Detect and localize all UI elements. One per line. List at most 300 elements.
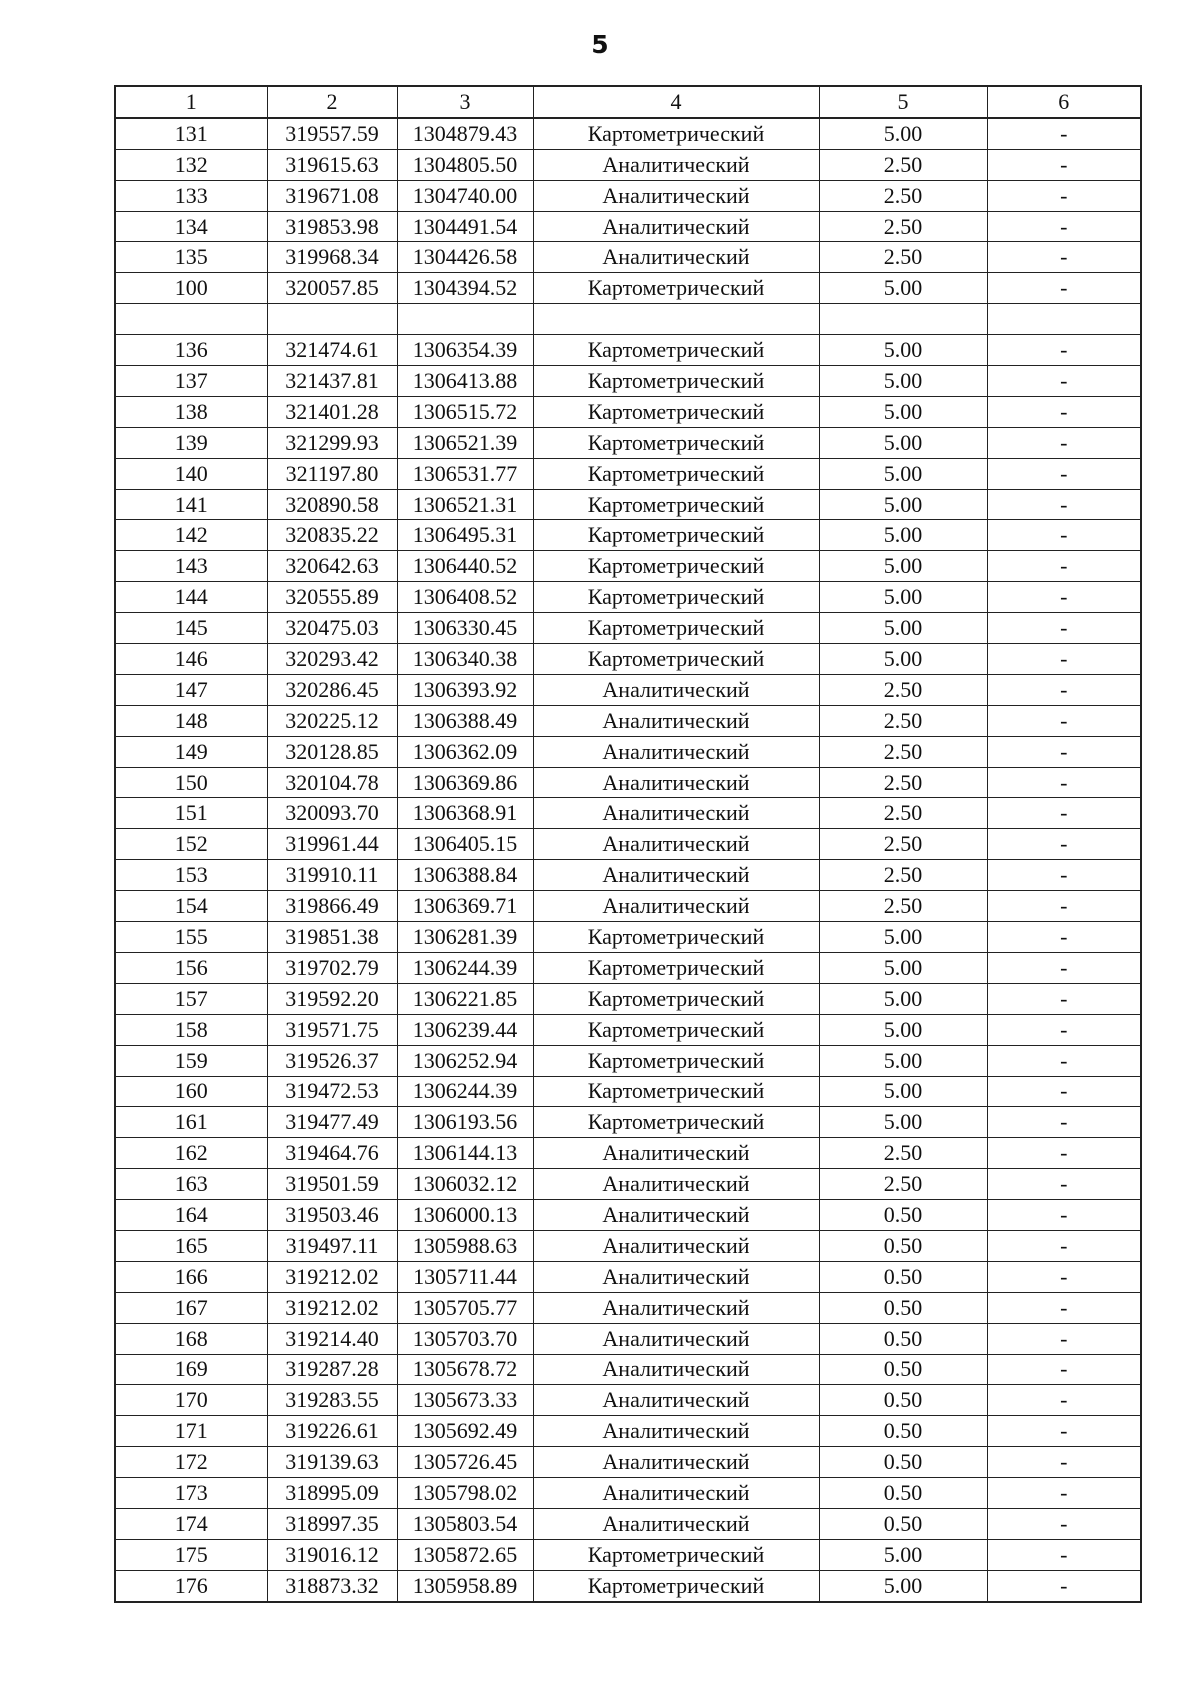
table-cell: 1306515.72 <box>397 396 533 427</box>
table-row <box>115 1169 1141 1200</box>
table-cell: 173 <box>115 1478 267 1509</box>
table-row <box>115 952 1141 983</box>
table-cell: 171 <box>115 1416 267 1447</box>
table-row <box>115 1138 1141 1169</box>
table-cell: 1306521.39 <box>397 427 533 458</box>
table-cell: 2.50 <box>819 829 987 860</box>
table-cell: 319501.59 <box>267 1169 397 1200</box>
table-cell: 142 <box>115 520 267 551</box>
table-cell: 2.50 <box>819 211 987 242</box>
table-cell: 1305692.49 <box>397 1416 533 1447</box>
table-cell: 0.50 <box>819 1478 987 1509</box>
table-cell: 1306521.31 <box>397 489 533 520</box>
table-cell: 0.50 <box>819 1385 987 1416</box>
table-cell: 0.50 <box>819 1416 987 1447</box>
table-cell: 145 <box>115 613 267 644</box>
table-row <box>115 891 1141 922</box>
table-cell: 140 <box>115 458 267 489</box>
table-cell: - <box>987 1076 1141 1107</box>
table-cell: - <box>987 1138 1141 1169</box>
table-cell: 1306388.84 <box>397 860 533 891</box>
table-cell: Аналитический <box>533 798 819 829</box>
table-cell: Картометрический <box>533 273 819 304</box>
table-cell: 133 <box>115 180 267 211</box>
table-cell: Картометрический <box>533 952 819 983</box>
table-cell: 1305703.70 <box>397 1323 533 1354</box>
table-row <box>115 582 1141 613</box>
table-cell: 320104.78 <box>267 767 397 798</box>
table-cell: 320293.42 <box>267 644 397 675</box>
table-cell: Картометрический <box>533 366 819 397</box>
table-cell <box>533 304 819 335</box>
table-cell: 1305798.02 <box>397 1478 533 1509</box>
table-cell: Аналитический <box>533 674 819 705</box>
table-cell: 166 <box>115 1261 267 1292</box>
table-cell <box>819 304 987 335</box>
table-cell: - <box>987 1169 1141 1200</box>
table-cell: Картометрический <box>533 1045 819 1076</box>
coordinates-table <box>114 85 1142 1603</box>
table-cell: 318997.35 <box>267 1508 397 1539</box>
table-cell: - <box>987 335 1141 366</box>
table-cell: 5.00 <box>819 427 987 458</box>
table-cell: 148 <box>115 705 267 736</box>
table-cell: Картометрический <box>533 427 819 458</box>
table-cell: - <box>987 922 1141 953</box>
table-cell: 157 <box>115 983 267 1014</box>
table-row <box>115 674 1141 705</box>
table-row <box>115 613 1141 644</box>
table-cell: - <box>987 118 1141 149</box>
table-cell: - <box>987 582 1141 613</box>
table-row <box>115 1323 1141 1354</box>
table-row <box>115 1385 1141 1416</box>
table-row <box>115 118 1141 149</box>
table-cell: Аналитический <box>533 891 819 922</box>
table-cell: 2.50 <box>819 674 987 705</box>
table-row <box>115 551 1141 582</box>
table-cell: 319961.44 <box>267 829 397 860</box>
table-cell: - <box>987 396 1141 427</box>
table-cell: Аналитический <box>533 860 819 891</box>
table-cell: 1306413.88 <box>397 366 533 397</box>
table-cell: - <box>987 242 1141 273</box>
table-cell: - <box>987 1323 1141 1354</box>
table-cell: Аналитический <box>533 211 819 242</box>
table-cell: 152 <box>115 829 267 860</box>
table-cell: - <box>987 489 1141 520</box>
table-cell: - <box>987 829 1141 860</box>
table-cell: - <box>987 1230 1141 1261</box>
table-cell: 1306369.86 <box>397 767 533 798</box>
table-cell: 5.00 <box>819 273 987 304</box>
table-cell: 1304805.50 <box>397 149 533 180</box>
table-cell: 319851.38 <box>267 922 397 953</box>
table-cell: - <box>987 1292 1141 1323</box>
table-cell: 147 <box>115 674 267 705</box>
table-cell: 170 <box>115 1385 267 1416</box>
table-cell: - <box>987 458 1141 489</box>
table-cell: 0.50 <box>819 1447 987 1478</box>
table-row <box>115 1292 1141 1323</box>
table-cell: 320093.70 <box>267 798 397 829</box>
table-row <box>115 798 1141 829</box>
table-cell: 0.50 <box>819 1230 987 1261</box>
table-cell: 2.50 <box>819 705 987 736</box>
table-row <box>115 860 1141 891</box>
table-cell: Аналитический <box>533 736 819 767</box>
table-cell: Аналитический <box>533 1200 819 1231</box>
table-row <box>115 1200 1141 1231</box>
table-cell: Аналитический <box>533 1416 819 1447</box>
table-cell: 156 <box>115 952 267 983</box>
table-cell: 153 <box>115 860 267 891</box>
table-cell: - <box>987 1200 1141 1231</box>
table-cell: Аналитический <box>533 829 819 860</box>
table-cell: 155 <box>115 922 267 953</box>
table-cell: 136 <box>115 335 267 366</box>
table-cell: 321437.81 <box>267 366 397 397</box>
table-row <box>115 644 1141 675</box>
table-cell: 1305988.63 <box>397 1230 533 1261</box>
column-header: 6 <box>987 86 1141 118</box>
table-cell: 1306000.13 <box>397 1200 533 1231</box>
table-cell: Аналитический <box>533 1508 819 1539</box>
table-cell: 0.50 <box>819 1200 987 1231</box>
table-cell: 2.50 <box>819 242 987 273</box>
table-row <box>115 1478 1141 1509</box>
table-cell: Аналитический <box>533 149 819 180</box>
table-cell: 1306340.38 <box>397 644 533 675</box>
table-cell: 5.00 <box>819 922 987 953</box>
table-cell: Картометрический <box>533 1570 819 1601</box>
table-cell: 1306405.15 <box>397 829 533 860</box>
table-cell: Аналитический <box>533 1292 819 1323</box>
table-cell: 321401.28 <box>267 396 397 427</box>
column-header: 2 <box>267 86 397 118</box>
table-cell: Картометрический <box>533 582 819 613</box>
table-row <box>115 705 1141 736</box>
table-cell: Картометрический <box>533 335 819 366</box>
table-cell: 150 <box>115 767 267 798</box>
table-row <box>115 829 1141 860</box>
table-row <box>115 1508 1141 1539</box>
table-cell: 151 <box>115 798 267 829</box>
table-cell: 163 <box>115 1169 267 1200</box>
table-cell: 138 <box>115 396 267 427</box>
table-row <box>115 983 1141 1014</box>
table-cell: 1304426.58 <box>397 242 533 273</box>
table-cell: 161 <box>115 1107 267 1138</box>
table-cell: 1306495.31 <box>397 520 533 551</box>
table-cell: 141 <box>115 489 267 520</box>
table-cell: 132 <box>115 149 267 180</box>
table-cell: 1306144.13 <box>397 1138 533 1169</box>
table-cell: 1305872.65 <box>397 1539 533 1570</box>
table-cell: 135 <box>115 242 267 273</box>
table-cell: 1306531.77 <box>397 458 533 489</box>
table-row <box>115 1014 1141 1045</box>
table-cell: 319283.55 <box>267 1385 397 1416</box>
table-cell: - <box>987 860 1141 891</box>
table-cell: 1306239.44 <box>397 1014 533 1045</box>
table-cell: 1306388.49 <box>397 705 533 736</box>
table-row <box>115 396 1141 427</box>
table-row <box>115 1447 1141 1478</box>
table-cell: 5.00 <box>819 335 987 366</box>
table-cell: 159 <box>115 1045 267 1076</box>
table-row <box>115 520 1141 551</box>
table-cell: 319497.11 <box>267 1230 397 1261</box>
table-cell: Картометрический <box>533 644 819 675</box>
table-cell: - <box>987 891 1141 922</box>
page-number: 5 <box>591 30 609 59</box>
table-cell: 2.50 <box>819 798 987 829</box>
table-cell: 137 <box>115 366 267 397</box>
table-cell: 146 <box>115 644 267 675</box>
table-cell: 321197.80 <box>267 458 397 489</box>
table-cell: - <box>987 1045 1141 1076</box>
table-cell: Картометрический <box>533 922 819 953</box>
table-cell: Картометрический <box>533 489 819 520</box>
table-row <box>115 1045 1141 1076</box>
table-cell: Аналитический <box>533 1385 819 1416</box>
table-cell: 134 <box>115 211 267 242</box>
table-cell: 5.00 <box>819 118 987 149</box>
table-cell: 1306369.71 <box>397 891 533 922</box>
table-cell: - <box>987 1447 1141 1478</box>
table-cell: 1305678.72 <box>397 1354 533 1385</box>
table-cell: 319212.02 <box>267 1261 397 1292</box>
table-cell: Картометрический <box>533 1076 819 1107</box>
table-row <box>115 1107 1141 1138</box>
table-cell: 319592.20 <box>267 983 397 1014</box>
column-header: 1 <box>115 86 267 118</box>
table-cell: 5.00 <box>819 551 987 582</box>
table-cell: 131 <box>115 118 267 149</box>
table-cell: 5.00 <box>819 1570 987 1601</box>
table-cell: 319866.49 <box>267 891 397 922</box>
table-cell: Аналитический <box>533 1230 819 1261</box>
table-cell: Аналитический <box>533 1354 819 1385</box>
table-cell: - <box>987 1478 1141 1509</box>
table-cell: 318873.32 <box>267 1570 397 1601</box>
table-cell: 1306032.12 <box>397 1169 533 1200</box>
table-cell: - <box>987 1570 1141 1601</box>
table-cell: 176 <box>115 1570 267 1601</box>
table-cell: 1306354.39 <box>397 335 533 366</box>
table-cell: 320128.85 <box>267 736 397 767</box>
column-header: 3 <box>397 86 533 118</box>
table-cell: 319503.46 <box>267 1200 397 1231</box>
table-cell: 320555.89 <box>267 582 397 613</box>
table-cell: 160 <box>115 1076 267 1107</box>
table-cell: Аналитический <box>533 705 819 736</box>
table-cell: 1306393.92 <box>397 674 533 705</box>
column-header: 5 <box>819 86 987 118</box>
table-cell: 320475.03 <box>267 613 397 644</box>
table-cell: Картометрический <box>533 1539 819 1570</box>
table-cell: 0.50 <box>819 1508 987 1539</box>
table-cell: - <box>987 366 1141 397</box>
table-cell: - <box>987 1354 1141 1385</box>
table-cell: 319212.02 <box>267 1292 397 1323</box>
table-cell: - <box>987 767 1141 798</box>
table-cell: 1305726.45 <box>397 1447 533 1478</box>
table-cell: 319464.76 <box>267 1138 397 1169</box>
table-row <box>115 366 1141 397</box>
table-cell: 2.50 <box>819 180 987 211</box>
table-cell: 1306244.39 <box>397 952 533 983</box>
table-header-row <box>115 86 1141 118</box>
table-row <box>115 1539 1141 1570</box>
table-cell: - <box>987 1261 1141 1292</box>
table-cell: Картометрический <box>533 520 819 551</box>
table-cell: 1305673.33 <box>397 1385 533 1416</box>
table-cell: - <box>987 551 1141 582</box>
table-cell: 5.00 <box>819 1539 987 1570</box>
table-cell: 1306244.39 <box>397 1076 533 1107</box>
table-cell: 5.00 <box>819 613 987 644</box>
table-cell: Аналитический <box>533 1138 819 1169</box>
table-cell: 319226.61 <box>267 1416 397 1447</box>
table-cell: 5.00 <box>819 582 987 613</box>
table-cell: 1306281.39 <box>397 922 533 953</box>
table-cell: 321474.61 <box>267 335 397 366</box>
table-cell: 318995.09 <box>267 1478 397 1509</box>
table-cell: 320890.58 <box>267 489 397 520</box>
column-header: 4 <box>533 86 819 118</box>
table-cell: 5.00 <box>819 1045 987 1076</box>
table-cell: 2.50 <box>819 891 987 922</box>
table-cell: - <box>987 952 1141 983</box>
table-cell: 2.50 <box>819 736 987 767</box>
table-cell: 1305711.44 <box>397 1261 533 1292</box>
table-cell: 5.00 <box>819 1014 987 1045</box>
table-cell <box>397 304 533 335</box>
table-row <box>115 335 1141 366</box>
table-cell: - <box>987 427 1141 458</box>
table-cell: 1304491.54 <box>397 211 533 242</box>
table-cell: 1306440.52 <box>397 551 533 582</box>
table-cell: Картометрический <box>533 396 819 427</box>
table-cell: 0.50 <box>819 1261 987 1292</box>
table-cell: Аналитический <box>533 242 819 273</box>
table-cell: 319615.63 <box>267 149 397 180</box>
table-cell: 319287.28 <box>267 1354 397 1385</box>
table-cell: 149 <box>115 736 267 767</box>
table-cell: 0.50 <box>819 1354 987 1385</box>
table-cell: 1306408.52 <box>397 582 533 613</box>
table-cell: 5.00 <box>819 1107 987 1138</box>
table-row <box>115 211 1141 242</box>
table-row <box>115 922 1141 953</box>
table-cell: 154 <box>115 891 267 922</box>
table-cell: 5.00 <box>819 458 987 489</box>
table-cell: 320057.85 <box>267 273 397 304</box>
table-cell: 169 <box>115 1354 267 1385</box>
table-cell: 144 <box>115 582 267 613</box>
table-cell: 139 <box>115 427 267 458</box>
table-cell: - <box>987 674 1141 705</box>
table-cell: 172 <box>115 1447 267 1478</box>
table-row <box>115 1416 1141 1447</box>
table-cell: 1304394.52 <box>397 273 533 304</box>
table-cell: 2.50 <box>819 149 987 180</box>
table-cell: 5.00 <box>819 983 987 1014</box>
table-cell: 5.00 <box>819 1076 987 1107</box>
table-cell: 319571.75 <box>267 1014 397 1045</box>
table-cell: 0.50 <box>819 1292 987 1323</box>
table-cell: 2.50 <box>819 767 987 798</box>
table-cell: Аналитический <box>533 1261 819 1292</box>
table-row <box>115 427 1141 458</box>
table-cell: 319477.49 <box>267 1107 397 1138</box>
table-cell: Картометрический <box>533 613 819 644</box>
table-cell: 175 <box>115 1539 267 1570</box>
table-row <box>115 1230 1141 1261</box>
table-cell: Картометрический <box>533 458 819 489</box>
table-cell: 5.00 <box>819 366 987 397</box>
table-cell: 174 <box>115 1508 267 1539</box>
table-cell: 319671.08 <box>267 180 397 211</box>
table-cell: Аналитический <box>533 1478 819 1509</box>
table-cell: 1304879.43 <box>397 118 533 149</box>
table-cell: 1306252.94 <box>397 1045 533 1076</box>
table-cell: 319472.53 <box>267 1076 397 1107</box>
table-cell: 319968.34 <box>267 242 397 273</box>
table-row <box>115 1261 1141 1292</box>
table-cell: 162 <box>115 1138 267 1169</box>
table-cell: 319910.11 <box>267 860 397 891</box>
table-cell: 319016.12 <box>267 1539 397 1570</box>
table-cell: 165 <box>115 1230 267 1261</box>
table-row <box>115 767 1141 798</box>
table-cell: 2.50 <box>819 860 987 891</box>
table-cell: - <box>987 520 1141 551</box>
table-cell: 143 <box>115 551 267 582</box>
table-cell: - <box>987 798 1141 829</box>
table-cell: 320286.45 <box>267 674 397 705</box>
table-cell: 321299.93 <box>267 427 397 458</box>
table-row <box>115 489 1141 520</box>
table-cell: 1305803.54 <box>397 1508 533 1539</box>
table-cell: 319214.40 <box>267 1323 397 1354</box>
table-cell: - <box>987 1385 1141 1416</box>
table-cell: 1306362.09 <box>397 736 533 767</box>
table-cell: Аналитический <box>533 767 819 798</box>
table-cell: - <box>987 644 1141 675</box>
table-body <box>115 118 1141 1602</box>
table-cell: - <box>987 149 1141 180</box>
table-cell: 0.50 <box>819 1323 987 1354</box>
table-cell: 320835.22 <box>267 520 397 551</box>
table-cell: Аналитический <box>533 1169 819 1200</box>
table-cell: - <box>987 1508 1141 1539</box>
table-cell: 5.00 <box>819 489 987 520</box>
table-row <box>115 1076 1141 1107</box>
table-cell: 1306330.45 <box>397 613 533 644</box>
table-cell: 319853.98 <box>267 211 397 242</box>
table-cell: 167 <box>115 1292 267 1323</box>
table-cell: 164 <box>115 1200 267 1231</box>
table-row <box>115 1570 1141 1601</box>
table-cell: 2.50 <box>819 1169 987 1200</box>
table-cell: - <box>987 613 1141 644</box>
table-cell: 5.00 <box>819 952 987 983</box>
table-cell: - <box>987 180 1141 211</box>
table-row <box>115 736 1141 767</box>
